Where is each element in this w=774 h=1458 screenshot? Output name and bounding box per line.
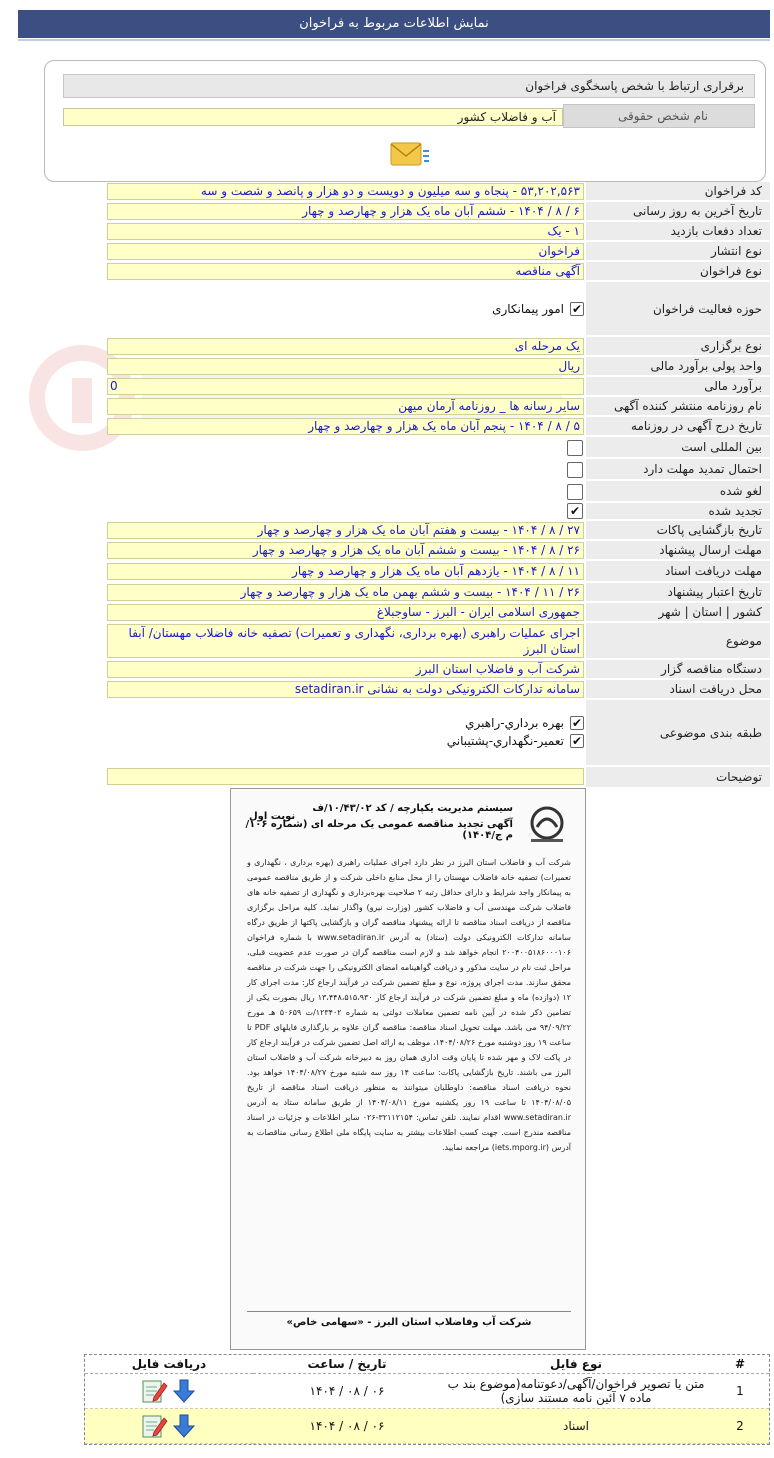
classification-item: بهره برداري-راهبري xyxy=(465,716,564,730)
field-value-currency: ریال xyxy=(107,358,584,375)
field-label: نوع فراخوان xyxy=(586,262,770,281)
field-row-newspaper xyxy=(0,397,774,416)
files-header-download: دریافت فایل xyxy=(85,1355,253,1373)
files-table xyxy=(84,1354,770,1445)
field-value-subject: اجرای عملیات راهبری (بهره برداری، نگهداری و تعمیرات) تصفیه خانه فاضلاب مهستان/ آبفا استان البرز xyxy=(107,624,584,658)
field-row-description xyxy=(0,767,774,788)
field-row-call-type xyxy=(0,262,774,281)
field-label: احتمال تمدید مهلت دارد xyxy=(586,459,770,480)
contact-title: برقراری ارتباط با شخص پاسخگوی فراخوان xyxy=(63,74,755,98)
contact-value: آب و فاضلاب کشور xyxy=(63,108,563,126)
notice-header-title: آگهی تجدید مناقصه عمومی یک مرحله ای (شماره ۱۰۶/م ج/۱۴۰۴) xyxy=(245,819,513,841)
field-label: موضوع xyxy=(586,623,770,659)
field-row-doc-place xyxy=(0,680,774,699)
field-label: لغو شده xyxy=(586,481,770,502)
activity-scope-option-label: امور پیمانکاری xyxy=(492,302,564,316)
field-row-renewed xyxy=(0,503,774,520)
field-value-opening-date: ۲۷ / ۸ / ۱۴۰۴ - بیست و هفتم آبان ماه یک هزار و چهارصد و چهار xyxy=(107,522,584,539)
field-label: محل دریافت اسناد xyxy=(586,680,770,699)
notice-header-code: سیستم مدیریت یکپارچه / کد ۱۰/۴۳/۰۲/ف xyxy=(312,803,513,814)
contact-panel xyxy=(44,60,766,182)
cancelled-checkbox[interactable] xyxy=(567,484,583,500)
field-value-doc-place: سامانه تدارکات الکترونیکی دولت به نشانی setadiran.ir xyxy=(107,681,584,698)
file-date: ۰۶ / ۰۸ / ۱۴۰۴ xyxy=(253,1373,441,1408)
file-date: ۰۶ / ۰۸ / ۱۴۰۴ xyxy=(253,1408,441,1443)
field-row-last-update xyxy=(0,202,774,221)
field-row-validity xyxy=(0,583,774,602)
notice-footer: شرکت آب وفاضلاب استان البرز - «سهامی خاص» xyxy=(247,1311,571,1333)
notice-image[interactable] xyxy=(230,788,586,1350)
field-value-description xyxy=(107,768,584,785)
field-value-location: جمهوری اسلامی ایران - البرز - ساوجبلاغ xyxy=(107,604,584,621)
field-value-submit-deadline: ۲۶ / ۸ / ۱۴۰۴ - بیست و ششم آبان ماه یک هزار و چهارصد و چهار xyxy=(107,542,584,559)
field-row-subject xyxy=(0,623,774,659)
field-value-call-type: آگهی مناقصه xyxy=(107,263,584,280)
files-header-date: تاریخ / ساعت xyxy=(253,1355,441,1373)
file-type: متن یا تصویر فراخوان/آگهی/دعوتنامه(موضوع بند ب ماده ۷ آئین نامه مستند سازی) xyxy=(441,1373,711,1408)
classification-item: تعمير-نگهداري-پشتيباني xyxy=(446,734,564,748)
file-type: اسناد xyxy=(441,1408,711,1443)
field-label: بین المللی است xyxy=(586,437,770,458)
notice-body-text: شرکت آب و فاضلاب استان البرز در نظر دارد اجرای عملیات راهبری (بهره برداری ، نگهداری و تعمیرات) تصفیه خانه فاضلاب مهستان را از محل منابع داخلی شرکت و از طریق مناقصه عمومی به پیمانکار واجد شرایط و دارای حداقل رتبه ۲ صلاحیت بهره‌برداری و نگهداری از تصفیه خانه های فاضلاب شرکت مهندسی آب و فاضلاب کشور (وزارت نیرو) واگذار نماید. کلیه مراحل برگزاری مناقصه از دریافت اسناد مناقصه تا ارائه پیشنهاد مناقصه گران و بازگشایی پاکتها از طریق درگاه سامانه تدارکات الکترونیکی دولت (ستاد) به آدرس www.setadiran.ir با شماره فراخوان ۲۰۰۴۰۰۵۱۸۶۰۰۰۱۰۶ انجام خواهد شد و لازم است مناقصه گران در صورت عدم عضویت قبلی، مراحل ثبت نام در سایت مذکور و دریافت گواهینامه امضای الکترونیکی را جهت شرکت در مناقصه محقق سازند. مدت اجرای پروژه، نوع و مبلغ تضمین شرکت در فرآیند ارجاع کار: مدت اجرای کار ۱۲ (دوازده) ماه و مبلغ تضمین شرکت در فرآیند ارجاع کار ۱۳،۴۴۸،۵۱۵،۹۳۰ ریال بصورت یکی از تضامین ذکر شده در آیین نامه تضمین معاملات دولتی به شماره ۱۲۳۴۰۲/ت ۵۰۶۵۹ هـ مورخ ۹۴/۰۹/۲۲ می باشد. مهلت تحویل اسناد مناقصه: مناقصه گران علاوه بر بارگذاری فایلهای PDF تا ساعت ۱۹ روز دوشنبه مورخ ۱۴۰۴/۰۸/۲۶، موظف به ارائه اصل تضمین شرکت در فرآیند ارجاع کار در پاکت لاک و مهر شده تا پایان وقت اداری همان روز به دبیرخانه شرکت آب و فاضلاب استان البرز می باشند. تاریخ بازگشایی پاکات: ساعت ۱۴ روز سه شنبه مورخ ۱۴۰۴/۰۸/۲۷ خواهد بود. نحوه دریافت اسناد مناقصه: داوطلبان میتوانند به منظور دریافت اسناد مناقصه از تاریخ ۱۴۰۴/۰۸/۰۵ تا ساعت ۱۹ روز یکشنبه مورخ ۱۴۰۴/۰۸/۱۱ از طریق سامانه ستاد به آدرس www.setadiran.ir اقدام نمایند. تلفن تماس: ۳۲۱۱۲۱۵۴-۰۲۶ سایر اطلاعات و جزئیات در اسناد مناقصه مندرج است. جهت کسب اطلاعات بیشتر به سایت پایگاه ملی اطلاع رسانی مناقصات به آدرس (iets.mporg.ir) مراجعه نمایید. xyxy=(247,858,572,1152)
file-num: 2 xyxy=(711,1408,769,1443)
activity-scope-checkbox[interactable]: ✔ xyxy=(571,302,583,316)
field-label: تاریخ درج آگهی در روزنامه xyxy=(586,417,770,436)
contact-label: نام شخص حقوقی xyxy=(563,104,755,128)
field-value-visits: ۱ - یک xyxy=(107,223,584,240)
field-row-estimate xyxy=(0,377,774,396)
field-label: مهلت ارسال پیشنهاد xyxy=(586,541,770,560)
field-value-code: ۵۳,۲۰۲,۵۶۳ - پنجاه و سه میلیون و دویست و دو هزار و پانصد و شصت و سه xyxy=(107,183,584,200)
field-label: حوزه فعالیت فراخوان xyxy=(586,282,770,336)
field-label: تعداد دفعات بازدید xyxy=(586,222,770,241)
field-value-holding-type: یک مرحله ای xyxy=(107,338,584,355)
field-label: نوع انتشار xyxy=(586,242,770,261)
page-title: نمایش اطلاعات مربوط به فراخوان xyxy=(18,10,770,38)
field-row-currency xyxy=(0,357,774,376)
field-row-visits xyxy=(0,222,774,241)
field-value-news-date: ۵ / ۸ / ۱۴۰۴ - پنجم آبان ماه یک هزار و چهارصد و چهار xyxy=(107,418,584,435)
field-label: تاریخ اعتبار پیشنهاد xyxy=(586,583,770,602)
mail-icon[interactable] xyxy=(387,139,431,171)
field-label: نام روزنامه منتشر کننده آگهی xyxy=(586,397,770,416)
field-row-classification xyxy=(0,700,774,766)
download-arrow-icon[interactable] xyxy=(170,1377,198,1405)
field-value-validity: ۲۶ / ۱۱ / ۱۴۰۴ - بیست و ششم بهمن ماه یک هزار و چهارصد و چهار xyxy=(107,584,584,601)
field-label: دستگاه مناقصه گزار xyxy=(586,660,770,679)
renewed-checkbox[interactable]: ✔ xyxy=(567,503,583,519)
field-row-cancelled xyxy=(0,481,774,502)
file-download-cell xyxy=(85,1408,253,1443)
notice-badge: نوبت اول xyxy=(249,811,296,822)
field-label: تجدید شده xyxy=(586,503,770,520)
field-label: کد فراخوان xyxy=(586,182,770,201)
edit-document-icon[interactable] xyxy=(140,1412,168,1440)
field-value-newspaper: سایر رسانه ها _ روزنامه آرمان میهن xyxy=(107,398,584,415)
classification-options xyxy=(360,714,584,750)
field-label: تاریخ آخرین به روز رسانی xyxy=(586,202,770,221)
table-row xyxy=(85,1408,769,1443)
field-row-submit-deadline xyxy=(0,541,774,560)
field-label: طبقه بندی موضوعی xyxy=(586,700,770,766)
field-row-news-date xyxy=(0,417,774,436)
field-value-last-update: ۶ / ۸ / ۱۴۰۴ - ششم آبان ماه یک هزار و چهارصد و چهار xyxy=(107,203,584,220)
classification-checkbox[interactable]: ✔ xyxy=(571,716,583,730)
extension-checkbox[interactable] xyxy=(567,462,583,478)
field-row-doc-deadline xyxy=(0,561,774,582)
field-row-code xyxy=(0,182,774,201)
field-label: مهلت دریافت اسناد xyxy=(586,561,770,582)
field-value-estimate: 0 xyxy=(107,378,584,395)
company-logo-icon xyxy=(523,805,571,845)
classification-checkbox[interactable]: ✔ xyxy=(571,734,583,748)
field-label: نوع برگزاری xyxy=(586,337,770,356)
field-label: کشور | استان | شهر xyxy=(586,603,770,622)
activity-scope-options xyxy=(360,300,584,318)
field-value-publish-type: فراخوان xyxy=(107,243,584,260)
field-row-international xyxy=(0,437,774,458)
field-value-organizer: شرکت آب و فاضلاب استان البرز xyxy=(107,661,584,678)
field-row-location xyxy=(0,603,774,622)
field-row-opening-date xyxy=(0,521,774,540)
field-row-organizer xyxy=(0,660,774,679)
download-arrow-icon[interactable] xyxy=(170,1412,198,1440)
field-label: برآورد مالی xyxy=(586,377,770,396)
field-value-doc-deadline: ۱۱ / ۸ / ۱۴۰۴ - یازدهم آبان ماه یک هزار و چهارصد و چهار xyxy=(107,563,584,580)
files-header-num: # xyxy=(711,1355,769,1373)
field-row-activity-scope xyxy=(0,282,774,336)
field-row-extension xyxy=(0,459,774,480)
table-row xyxy=(85,1373,769,1408)
file-download-cell xyxy=(85,1373,253,1408)
international-checkbox[interactable] xyxy=(567,440,583,456)
field-row-holding-type xyxy=(0,337,774,356)
edit-document-icon[interactable] xyxy=(140,1377,168,1405)
field-row-publish-type xyxy=(0,242,774,261)
field-label: توضیحات xyxy=(586,767,770,788)
field-label: واحد پولی برآورد مالی xyxy=(586,357,770,376)
files-header-type: نوع فایل xyxy=(441,1355,711,1373)
file-num: 1 xyxy=(711,1373,769,1408)
field-label: تاریخ بازگشایی پاکات xyxy=(586,521,770,540)
